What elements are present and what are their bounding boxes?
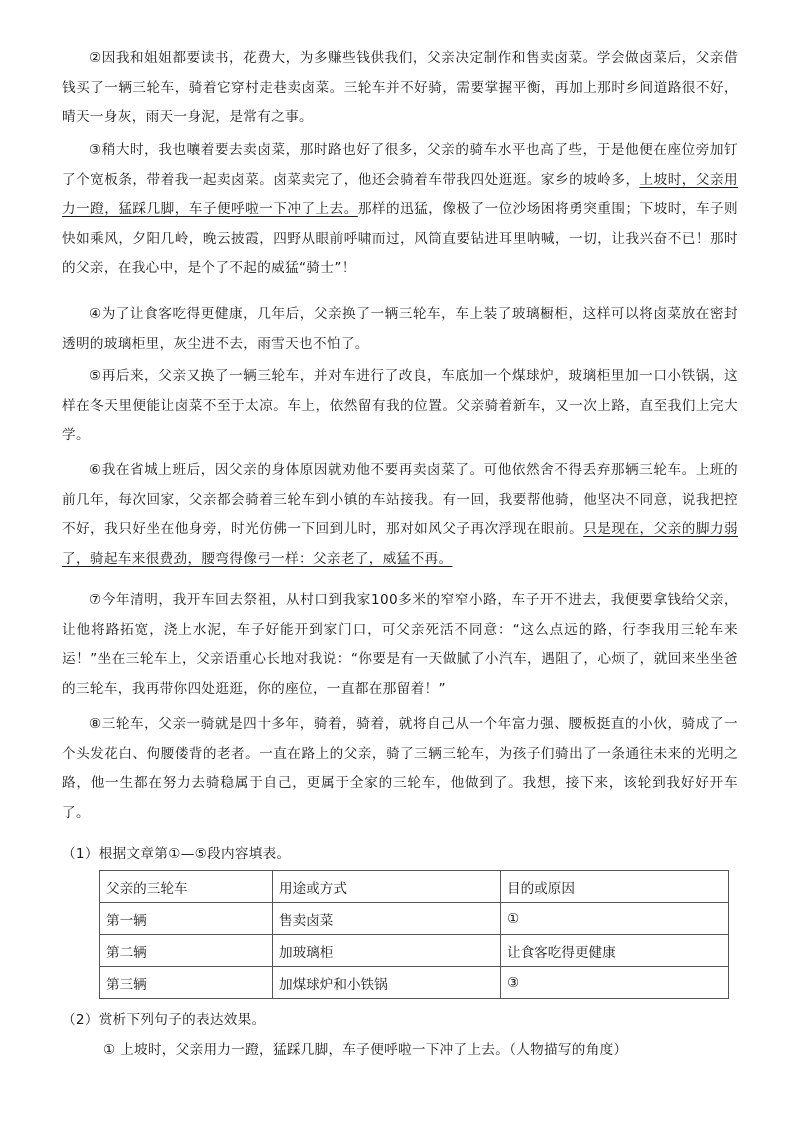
table-cell[interactable]: ③ (501, 967, 729, 999)
table-cell: 让食客吃得更健康 (501, 935, 729, 967)
sub-question-1: ① 上坡时，父亲用力一蹬，猛踩几脚，车子便呼啦一下冲了上去。（人物描写的角度） (103, 1042, 628, 1058)
paragraph-text: ⑤再后来，父亲又换了一辆三轮车，并对车进行了改良，车底加一个煤球炉，玻璃柜里加一口小铁锅，这样在冬天里便能让卤菜不至于太凉。车上，依然留有我的位置。父亲骑着新车，又一次上路，直至我们上完大学。 (62, 368, 738, 444)
table-header-cell: 目的或原因 (501, 871, 729, 903)
table-header-cell: 父亲的三轮车 (100, 871, 273, 903)
table-cell: 售卖卤菜 (273, 903, 501, 935)
table-cell[interactable]: ① (501, 903, 729, 935)
paragraph-text (62, 136, 738, 284)
paragraph-text-post: 那样的迅猛，像极了一位沙场困将勇突重围；下坡时，车子则快如乘风，夕阳几岭，晚云披霞，四野从眼前呼啸而过，风筒直要钻进耳里呐喊，一切，让我兴奋不已！那时的父亲，在我心中，是个了不起的威猛“骑士”！ (62, 201, 738, 277)
question-2: （2）赏析下列句子的表达效果。 (62, 1012, 266, 1028)
paragraph-text: ④为了让食客吃得更健康，几年后，父亲换了一辆三轮车，车上装了玻璃橱柜，这样可以将卤菜放在密封透明的玻璃柜里，灰尘进不去，雨雪天也不怕了。 (62, 306, 738, 352)
table-cell: 第一辆 (100, 903, 273, 935)
paragraph-8 (62, 710, 738, 828)
paragraph-text: ⑧三轮车，父亲一骑就是四十多年，骑着，骑着，就将自己从一个年富力强、腰板挺直的小伙，骑成了一个头发花白、佝腰偻背的老者。一直在路上的父亲，骑了三辆三轮车，为孩子们骑出了一条通往未来的光明之路，他一生都在努力去骑稳属于自己，更属于全家的三轮车，他做到了。我想，接下来，该轮到我好好开车了。 (62, 716, 738, 821)
paragraph-text-pre: ⑥我在省城上班后，因父亲的身体原因就劝他不要再卖卤菜了。可他依然舍不得丢弃那辆三轮车。上班的前几年，每次回家，父亲都会骑着三轮车到小镇的车站接我。有一回，我要帮他骑，他坚决不同意，说我把控不好，我只好坐在他身旁，时光仿佛一下回到儿时，那对如风父子再次浮现在眼前。 (62, 462, 738, 538)
paragraph-6 (62, 456, 738, 574)
table-cell: 加玻璃柜 (273, 935, 501, 967)
paragraph-5 (62, 362, 738, 451)
table-header-row (100, 871, 729, 903)
paragraph-2 (62, 44, 738, 133)
table-header-cell: 用途或方式 (273, 871, 501, 903)
table-row (100, 967, 729, 999)
table-cell: 加煤球炉和小铁锅 (273, 967, 501, 999)
fill-in-table (99, 870, 729, 999)
paragraph-text: ②因我和姐姐都要读书，花费大，为多赚些钱供我们，父亲决定制作和售卖卤菜。学会做卤菜后，父亲借钱买了一辆三轮车，骑着它穿村走巷卖卤菜。三轮车并不好骑，需要掌握平衡，再加上那时乡间道路很不好，晴天一身灰，雨天一身泥，是常有之事。 (62, 50, 738, 126)
underlined-sentence: 上坡时，父亲用力一蹬，猛踩几脚，车子便呼啦一下冲了上去。 (62, 171, 738, 218)
table-row (100, 903, 729, 935)
question-1: （1）根据文章第①—⑤段内容填表。 (62, 846, 291, 862)
paragraph-4 (62, 300, 738, 359)
paragraph-3 (62, 136, 738, 284)
table-cell: 第三辆 (100, 967, 273, 999)
paragraph-7 (62, 586, 738, 704)
table-cell: 第二辆 (100, 935, 273, 967)
paragraph-text: ⑦今年清明，我开车回去祭祖，从村口到我家100多米的窄窄小路，车子开不进去，我便要拿钱给父亲，让他将路拓宽，浇上水泥，车子好能开到家门口，可父亲死活不同意：“这么点远的路，行李我用三轮车来运！”坐在三轮车上，父亲语重心长地对我说：“你要是有一天做腻了小汽车，遇阻了，心烦了，就回来坐坐爸的三轮车，我再带你四处逛逛，你的座位，一直都在那留着！” (62, 592, 738, 697)
underlined-sentence: 只是现在，父亲的脚力弱了，骑起车来很费劲，腰弯得像弓一样：父亲老了，威猛不再。 (62, 521, 738, 567)
paragraph-text-pre: ③稍大时，我也嚷着要去卖卤菜，那时路也好了很多，父亲的骑车水平也高了些，于是他便在座位旁加钉了个宽板条，带着我一起卖卤菜。卤菜卖完了，他还会骑着车带我四处逛逛。家乡的坡岭多， (62, 142, 738, 188)
table-row (100, 935, 729, 967)
paragraph-text (62, 456, 738, 574)
